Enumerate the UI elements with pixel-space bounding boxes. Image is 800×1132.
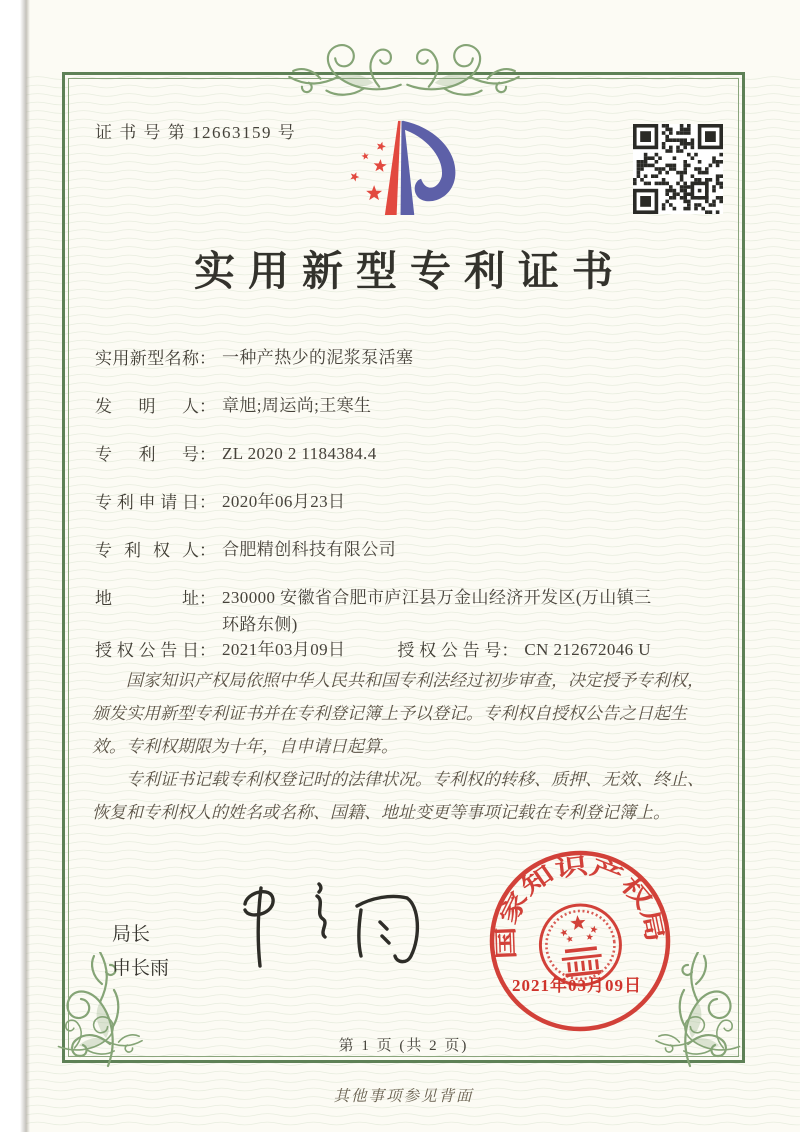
field-value: 2020年06月23日 [222,492,346,511]
seal-organization-text: 国家知识产权局 [493,854,666,960]
grant-number-value: CN 212672046 U [524,640,651,659]
cnipa-patent-logo-icon [332,104,474,226]
field-value: 章旭;周运尚;王寒生 [222,396,372,415]
field-value: 一种产热少的泥浆泵活塞 [222,348,414,367]
label-colon: ： [199,397,216,416]
field-label: 发明人 [95,397,199,416]
body-paragraph-2: 专利证书记载专利权登记时的法律状况。专利权的转移、质押、无效、终止、恢复和专利权人的姓名或名称、国籍、地址变更等事项记载在专利登记簿上。 [92,770,704,822]
label-colon: ： [199,541,216,560]
label-colon: ： [501,641,519,660]
field-row-inventors [95,392,371,419]
field-row-grant [95,636,715,663]
official-seal [476,837,685,1046]
field-value: 合肥精创科技有限公司 [222,540,396,559]
certificate-title: 实用新型专利证书 [194,248,626,294]
body-paragraph-1: 国家知识产权局依照中华人民共和国专利法经过初步审查，决定授予专利权，颁发实用新型专利证书并在专利登记簿上予以登记。专利权自授权公告之日起生效。专利权期限为十年，自申请日起算。 [92,671,704,756]
qr-code-icon [633,124,723,214]
field-row-invention-name [95,344,413,371]
field-label: 授权公告号 [397,641,502,660]
label-colon: ： [199,445,216,464]
legal-text [92,664,714,829]
field-label: 专利号 [95,445,199,464]
top-center-ornament [280,28,528,116]
commissioner-name: 申长雨 [112,958,170,979]
grant-date-pair [95,636,345,663]
field-value: ZL 2020 2 1184384.4 [222,444,377,463]
field-row-filing-date [95,488,345,515]
svg-text:国家知识产权局 [484,846,667,962]
certificate-number: 证 书 号 第 12663159 号 [95,123,297,142]
back-note: 其他事项参见背面 [333,1088,474,1105]
field-row-patentee [95,536,396,563]
field-label: 实用新型名称 [95,349,199,368]
field-value: 230000 安徽省合肥市庐江县万金山经济开发区(万山镇三环路东侧) [222,588,652,634]
commissioner-signature [215,872,435,982]
commissioner-role: 局长 [112,924,151,945]
paper-edge-shadow [20,0,30,1132]
label-colon: ： [199,589,216,608]
seal-date: 2021年03月09日 [512,976,642,995]
field-label: 专利权人 [95,541,199,560]
field-row-address [95,584,668,638]
label-colon: ： [199,493,216,512]
field-row-patent-number [95,440,377,467]
commissioner-block [112,918,169,986]
field-label: 专利申请日 [95,493,199,512]
label-colon: ： [199,349,216,368]
grant-date-value: 2021年03月09日 [222,640,346,659]
field-label: 地址 [95,589,199,608]
page-indicator: 第 1 页 (共 2 页) [338,1038,469,1054]
field-label: 授权公告日 [95,641,199,660]
grant-number-pair [397,636,651,663]
label-colon: ： [199,641,216,660]
